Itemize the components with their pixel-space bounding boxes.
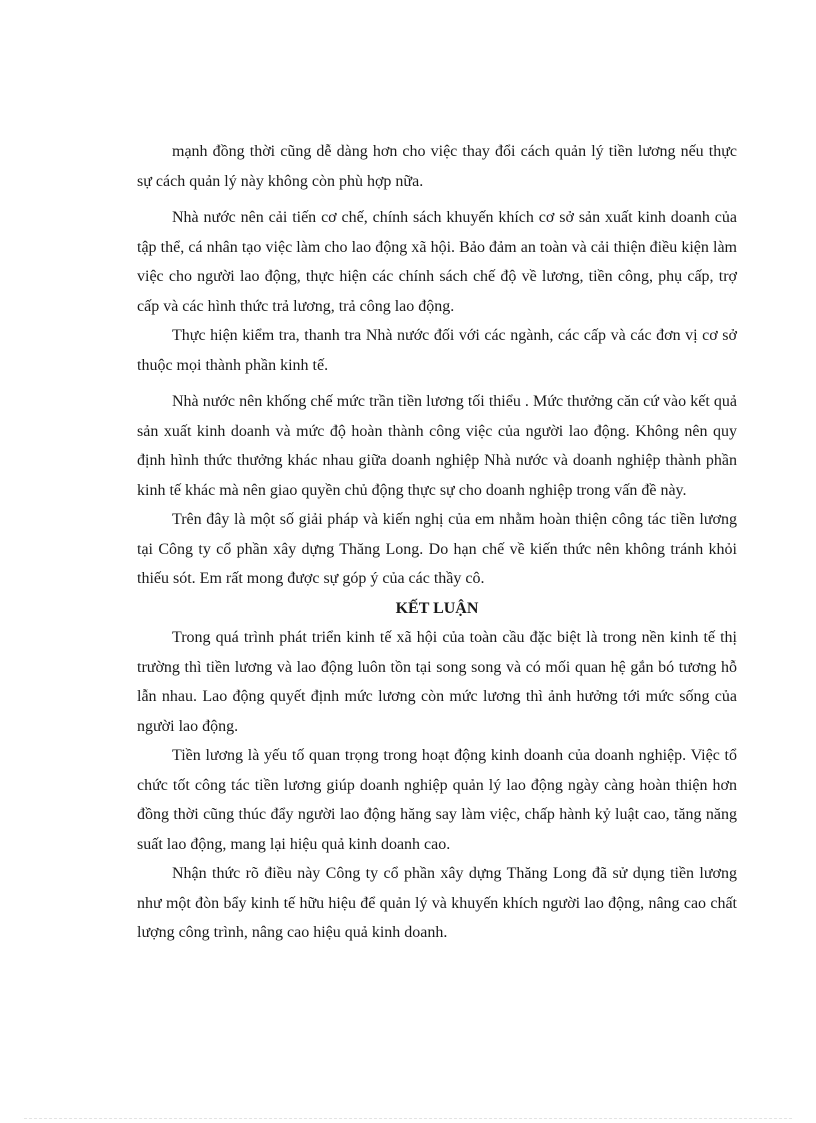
paragraph-wage-cap: Nhà nước nên khống chế mức trần tiền lương tối thiểu . Mức thưởng căn cứ vào kết quả sản xuất kinh doanh và mức độ hoàn thành công việc của người lao động. Không nên quy định hình thức thưởng khác nhau giữa doanh nghiệp Nhà nước và doanh nghiệp thành phần kinh tế khác mà nên giao quyền chủ động thực sự cho doanh nghiệp trong vấn đề này. xyxy=(137,393,737,499)
paragraph-conclusion-2: Tiền lương là yếu tố quan trọng trong hoạt động kinh doanh của doanh nghiệp. Việc tổ chức tốt công tác tiền lương giúp doanh nghiệp quản lý lao động ngày càng hoàn thiện hơn đồng thời cũng thúc đẩy người lao động hăng say làm việc, chấp hành kỷ luật cao, tăng năng suất lao động, mang lại hiệu quả kinh doanh cao. xyxy=(137,747,737,853)
paragraph-conclusion-1: Trong quá trình phát triển kinh tế xã hội của toàn cầu đặc biệt là trong nền kinh tế thị trường thì tiền lương và lao động luôn tồn tại song song và có mối quan hệ gắn bó tương hỗ lẫn nhau. Lao động quyết định mức lương còn mức lương thì ảnh hưởng tới mức sống của người lao động. xyxy=(137,629,737,735)
page-bottom-divider xyxy=(24,1118,792,1119)
paragraph-conclusion-3: Nhận thức rõ điều này Công ty cổ phần xây dựng Thăng Long đã sử dụng tiền lương như một đòn bẩy kinh tế hữu hiệu để quản lý và khuyến khích người lao động, nâng cao chất lượng công trình, nâng cao hiệu quả kinh doanh. xyxy=(137,865,737,941)
conclusion-heading: KẾT LUẬN xyxy=(395,599,479,617)
paragraph-continuation: mạnh đồng thời cũng dễ dàng hơn cho việc thay đổi cách quản lý tiền lương nếu thực sự cách quản lý này không còn phù hợp nữa. xyxy=(137,143,737,190)
paragraph-closing-remarks: Trên đây là một số giải pháp và kiến nghị của em nhằm hoàn thiện công tác tiền lương tại Công ty cổ phần xây dựng Thăng Long. Do hạn chế về kiến thức nên không tránh khỏi thiếu sót. Em rất mong được sự góp ý của các thầy cô. xyxy=(137,511,737,587)
paragraph-inspection: Thực hiện kiểm tra, thanh tra Nhà nước đối với các ngành, các cấp và các đơn vị cơ sở thuộc mọi thành phần kinh tế. xyxy=(137,327,737,374)
paragraph-policy-improvement: Nhà nước nên cải tiến cơ chế, chính sách khuyến khích cơ sở sản xuất kinh doanh của tập thể, cá nhân tạo việc làm cho lao động xã hội. Bảo đảm an toàn và cải thiện điều kiện làm việc cho người lao động, thực hiện các chính sách chế độ về lương, tiền công, phụ cấp, trợ cấp và các hình thức trả lương, trả công lao động. xyxy=(137,209,737,315)
document-body xyxy=(137,137,737,948)
